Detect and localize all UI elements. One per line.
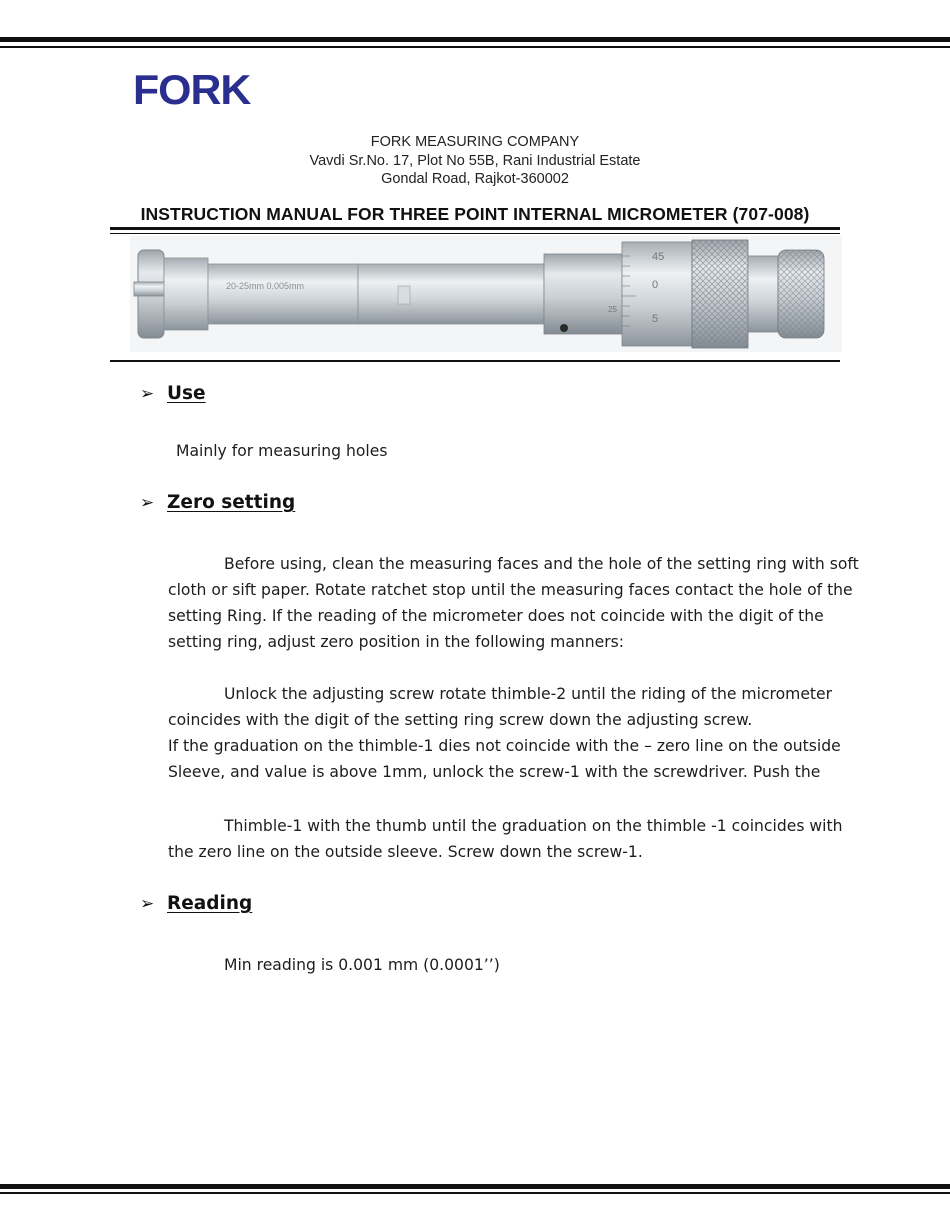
section-zero-setting-heading [140,492,295,513]
micrometer-image [130,236,842,352]
section-use-heading [140,383,206,404]
company-info [0,133,950,189]
arrow-bullet-icon: ➢ [140,383,155,404]
text-line: Unlock the adjusting screw rotate thimble-2 until the riding of the micrometer [224,685,833,703]
zero-setting-paragraph-1 [168,551,859,655]
company-name: FORK MEASURING COMPANY [370,134,580,150]
svg-text:20-25mm 0.005mm: 20-25mm 0.005mm [226,281,305,291]
svg-text:0: 0 [652,279,659,291]
zero-setting-paragraph-3 [168,813,842,865]
bottom-rule [0,1184,950,1189]
text-line: cloth or sift paper. Rotate ratchet stop until the measuring faces contact the hole of the [168,581,853,599]
svg-text:5: 5 [652,313,659,325]
heading-text: Zero setting [167,492,296,513]
text-line: coincides with the digit of the setting ring screw down the adjusting screw. [168,711,753,729]
text-line: Mainly for measuring holes [176,442,388,460]
image-rule [110,360,840,362]
bottom-rule-thin [0,1192,950,1194]
top-rule [0,37,950,42]
title-rule [110,227,840,230]
manual-title: INSTRUCTION MANUAL FOR THREE POINT INTERNAL MICROMETER (707-008) [140,204,810,224]
text-line: Sleeve, and value is above 1mm, unlock the screw-1 with the screwdriver. Push the [168,763,821,781]
text-line: the zero line on the outside sleeve. Screw down the screw-1. [168,843,643,861]
svg-text:45: 45 [652,251,665,263]
reading-body [168,952,500,978]
text-line: If the graduation on the thimble-1 dies not coincide with the – zero line on the outside [168,737,841,755]
use-body [176,438,387,464]
top-rule-thin [0,46,950,48]
heading-text: Use [167,383,206,404]
arrow-bullet-icon: ➢ [140,492,155,513]
company-address-line2: Gondal Road, Rajkot-360002 [381,171,569,187]
text-line: Min reading is 0.001 mm (0.0001’’) [224,956,500,974]
heading-text: Reading [167,893,253,914]
zero-setting-paragraph-2 [168,681,841,785]
svg-text:25: 25 [608,305,617,314]
text-line: Before using, clean the measuring faces and the hole of the setting ring with soft [224,555,859,573]
text-line: setting Ring. If the reading of the micrometer does not coincide with the digit of the [168,607,824,625]
arrow-bullet-icon: ➢ [140,893,155,914]
text-line: setting ring, adjust zero position in the following manners: [168,633,625,651]
text-line: Thimble-1 with the thumb until the graduation on the thimble -1 coincides with [224,817,843,835]
fork-logo [131,54,263,112]
svg-text:FORK: FORK [133,66,251,112]
company-address-line1: Vavdi Sr.No. 17, Plot No 55B, Rani Industrial Estate [309,152,641,169]
section-reading-heading [140,893,252,914]
title-rule-thin [110,233,840,234]
